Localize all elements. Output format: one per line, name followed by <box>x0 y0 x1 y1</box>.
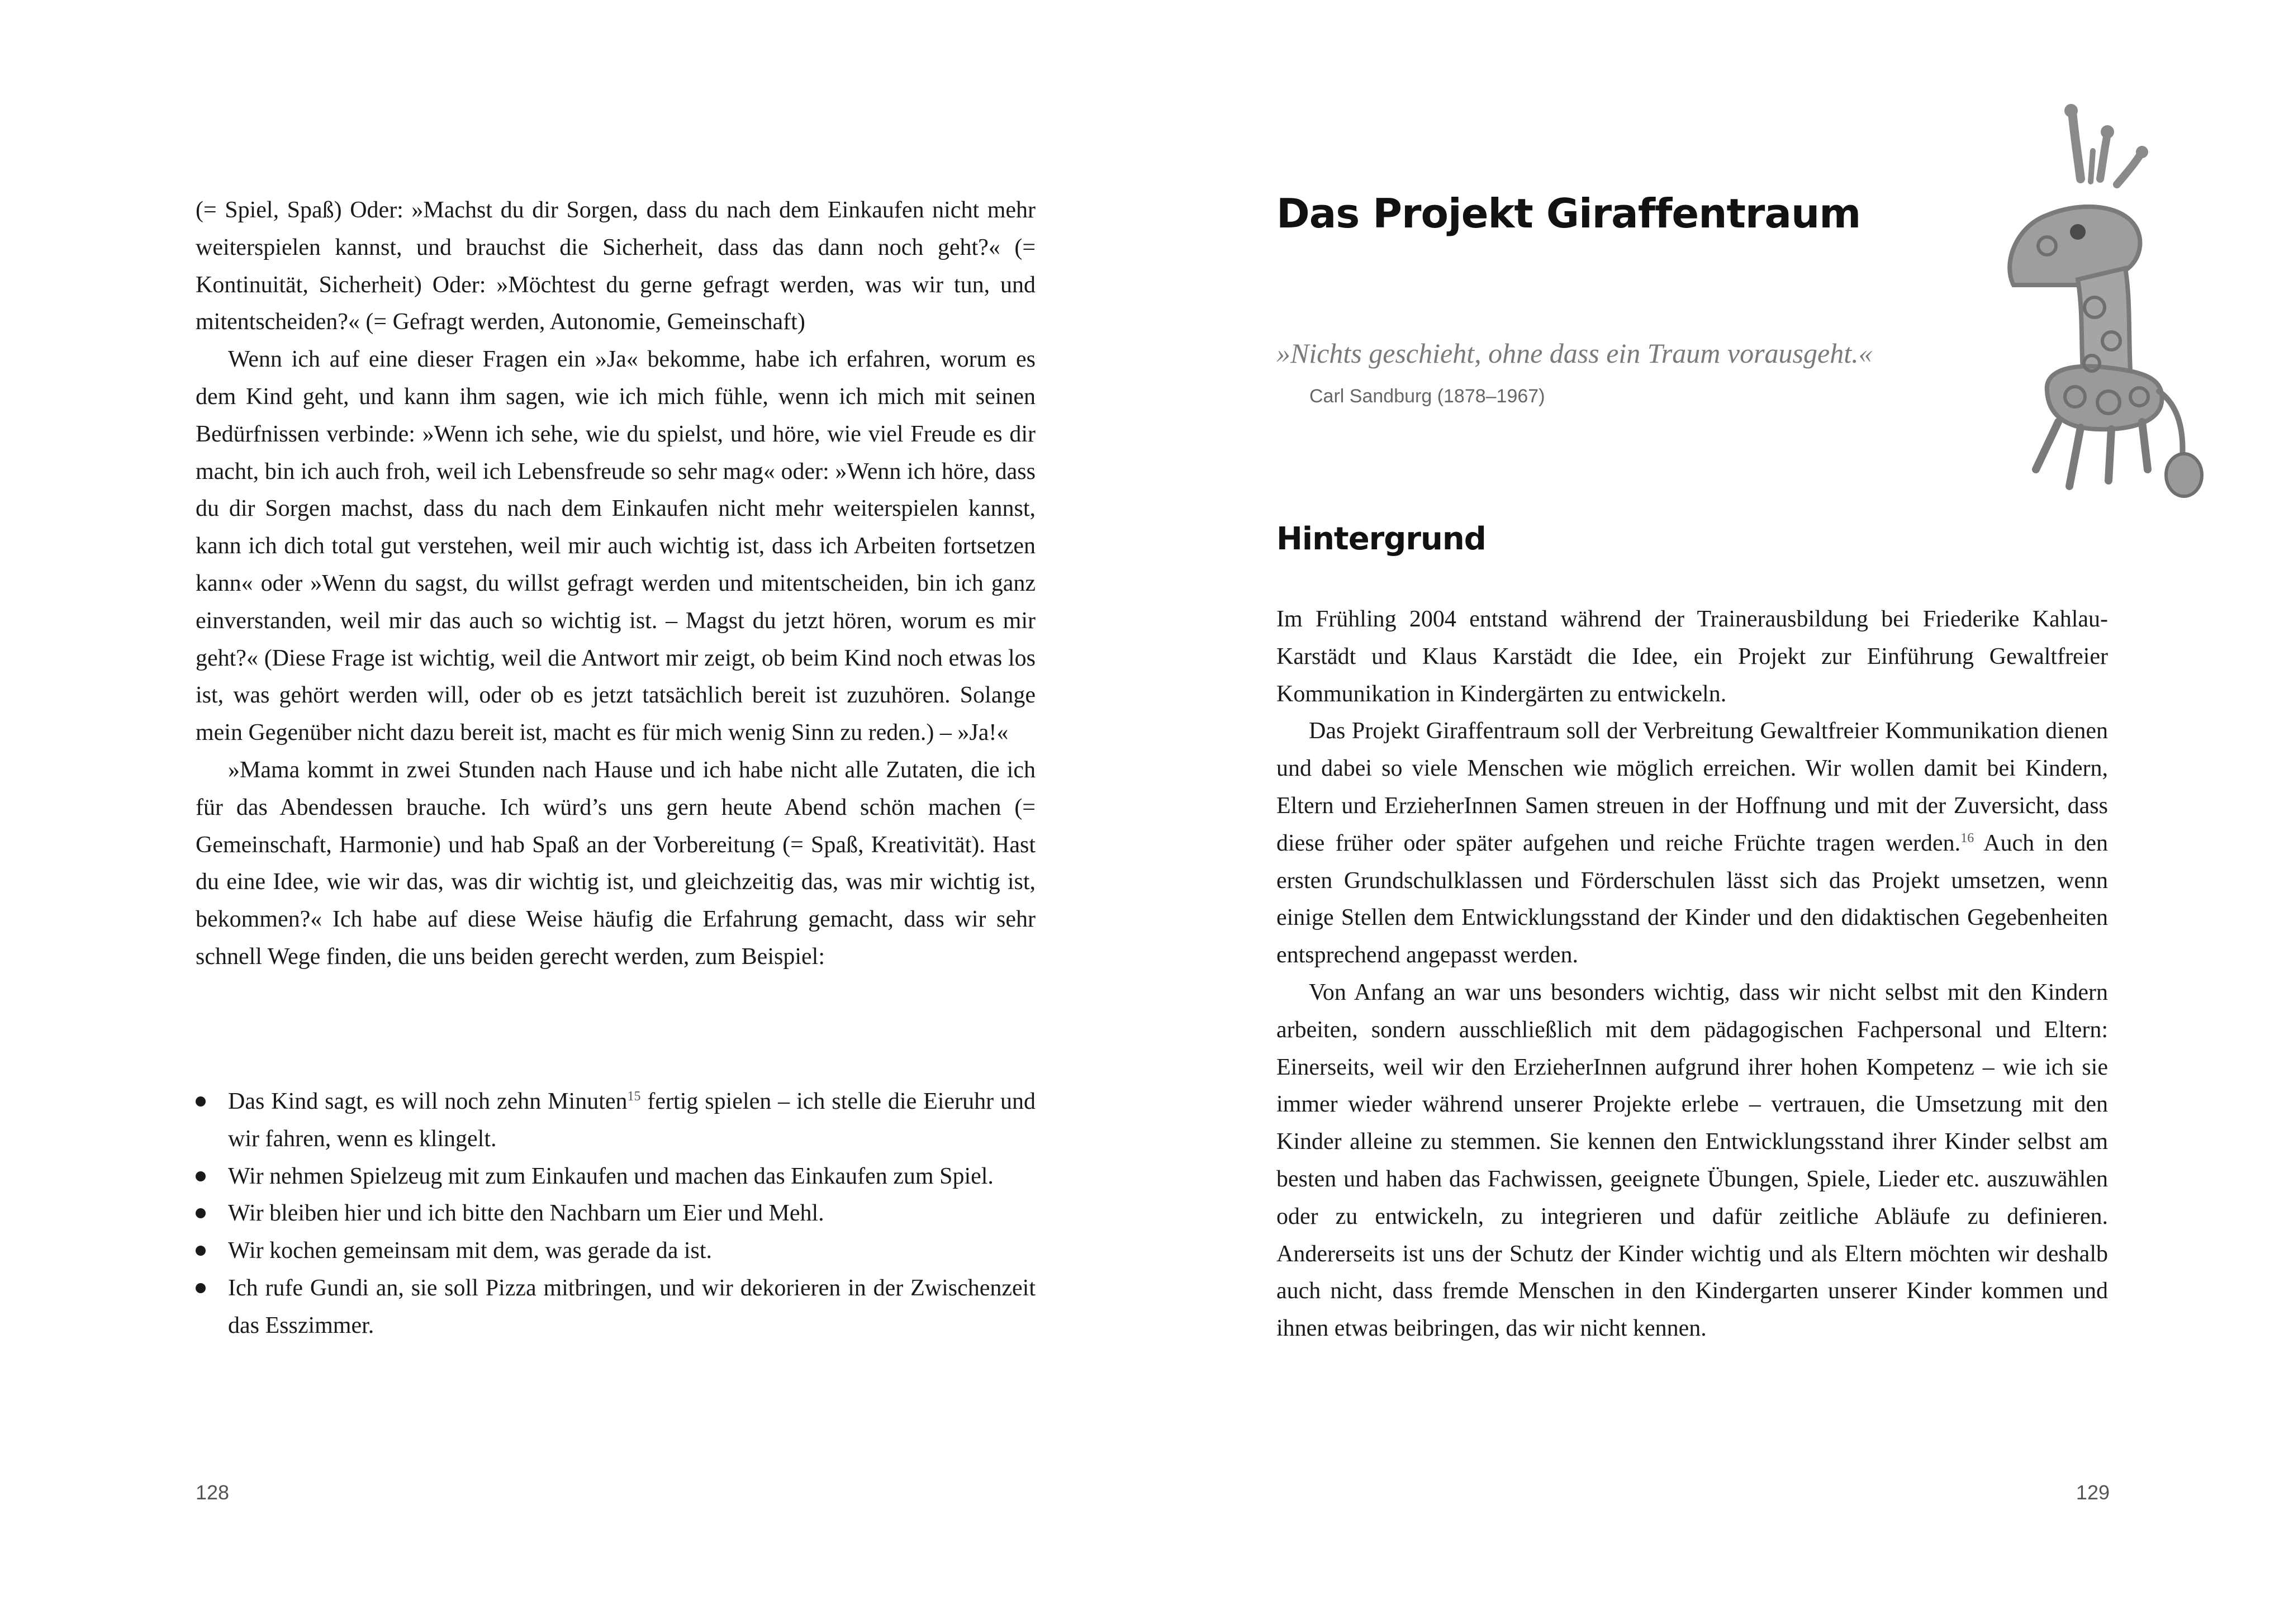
footnote-marker: 15 <box>627 1089 641 1104</box>
paragraph-text: Das Projekt Giraffentraum soll der Verbreitung Gewaltfreier Kommunikation dienen und dabei so viele Menschen wie möglich erreichen. Wir wollen damit bei Kindern, Eltern und ErzieherInnen Samen streuen in der Hoffnung und mit der Zuversicht, dass diese früher oder später aufgehen und reiche Früchte tragen werden. <box>1276 718 2108 856</box>
paragraph: Von Anfang an war uns besonders wichtig, dass wir nicht selbst mit den Kindern arbeiten, sondern ausschließlich mit dem pädagogischen Fachpersonal und Eltern: Einerseits, weil wir den ErzieherInnen aufgrund ihrer hohen Kompetenz – wie ich sie immer wieder während unserer Projekte erlebe – vertrauen, die Umsetzung mit den Kinder alleine zu stemmen. Sie kennen den Entwicklungsstand ihrer Kinder selbst am besten und haben das Fachwissen, geeignete Übungen, Spiele, Lieder etc. auszuwählen oder zu entwickeln, zu integrieren und dafür zeitliche Abläufe zu definieren. Andererseits ist uns der Schutz der Kinder wichtig und als Eltern möchten wir deshalb auch nicht, dass fremde Menschen in den Kindergarten unserer Kinder kommen und ihnen etwas beibringen, das wir nicht kennen. <box>1276 979 2108 1342</box>
right-page <box>1142 0 2284 1624</box>
footnote-marker: 16 <box>1960 830 1974 846</box>
bullet-icon <box>196 1208 206 1218</box>
list-item-text: Das Kind sagt, es will noch zehn Minuten <box>228 1089 628 1114</box>
list-item <box>196 1083 1036 1158</box>
bullet-icon <box>196 1246 206 1256</box>
section-heading: Hintergrund <box>1276 521 1486 557</box>
bullet-icon <box>196 1096 206 1107</box>
paragraph: (= Spiel, Spaß) Oder: »Machst du dir Sorgen, dass du nach dem Einkaufen nicht mehr weiterspielen kannst, und brauchst die Sicherheit, dass das dann noch geht?« (= Kontinuität, Sicherheit) Oder: »Möchtest du gerne gefragt werden, was wir tun, und mitentscheiden?« (= Gefragt werden, Autonomie, Gemeinschaft) <box>196 197 1036 335</box>
paragraph-text: Auch in den ersten Grundschulklassen und Förderschulen lässt sich das Projekt umsetzen, wenn einige Stellen dem Entwicklungsstand der Kinder und den didaktischen Gegebenheiten entsprechend angepasst werden. <box>1276 830 2109 968</box>
paragraph <box>1276 713 2108 974</box>
list-item-text: fertig spielen – ich stelle die Eieruhr und wir fahren, wenn es klingelt. <box>228 1089 1036 1152</box>
list-item <box>196 1158 1036 1195</box>
paragraph: Im Frühling 2004 entstand während der Trainerausbildung bei Friederike Kahlau-Karstädt und Klaus Karstädt die Idee, ein Projekt zur Einführung Gewaltfreier Kommunikation in Kindergärten zu entwickeln. <box>1276 606 2108 707</box>
paragraph: »Mama kommt in zwei Stunden nach Hause und ich habe nicht alle Zutaten, die ich für das Abendessen brauche. Ich würd’s uns gern heute Abend schön machen (= Gemeinschaft, Harmonie) und hab Spaß an der Vorbereitung (= Spaß, Kreativität). Hast du eine Idee, wie wir das, was dir wichtig ist, und gleichzeitig das, was mir wichtig ist, bekommen?« Ich habe auf diese Weise häufig die Erfahrung gemacht, dass wir sehr schnell Wege finden, die uns beiden gerecht werden, zum Beispiel: <box>196 757 1036 970</box>
left-body-text <box>196 192 1036 976</box>
paragraph: Wenn ich auf eine dieser Fragen ein »Ja« bekomme, habe ich erfahren, worum es dem Kind geht, und kann ihm sagen, wie ich mich fühle, wenn ich mich mit seinen Bedürfnissen verbinde: »Wenn ich sehe, wie du spielst, und höre, wie viel Freude es dir macht, bin ich auch froh, weil ich Lebensfreude so sehr mag« oder: »Wenn ich höre, dass du dir Sorgen machst, dass du nach dem Einkaufen nicht mehr weiterspielen kannst, kann ich dich total gut verstehen, weil mir auch wichtig ist, dass ich Arbeiten fortsetzen kann« oder »Wenn du sagst, du willst gefragt werden und mitentscheiden, bin ich ganz einverstanden, weil mir das auch so wichtig ist. – Magst du jetzt hören, worum es mir geht?« (Diese Frage ist wichtig, weil die Antwort mir zeigt, ob beim Kind noch etwas los ist, was gehört werden will, oder ob es jetzt tatsächlich bereit ist zuzuhören. Solange mein Gegenüber nicht dazu bereit ist, macht es für mich wenig Sinn zu reden.) – »Ja!« <box>196 346 1036 746</box>
list-item-text: Wir nehmen Spielzeug mit zum Einkaufen und machen das Einkaufen zum Spiel. <box>228 1163 994 1189</box>
bullet-icon <box>196 1283 206 1293</box>
epigraph-author: Carl Sandburg (1878–1967) <box>1309 386 1545 407</box>
list-item-text: Wir kochen gemeinsam mit dem, was gerade da ist. <box>228 1238 713 1264</box>
right-body-text <box>1276 601 2108 1347</box>
bullet-list <box>196 1083 1036 1345</box>
list-item <box>196 1270 1036 1345</box>
list-item <box>196 1195 1036 1232</box>
epigraph-quote: »Nichts geschieht, ohne dass ein Traum vorausgeht.« <box>1276 338 1873 369</box>
chapter-title: Das Projekt Giraffentraum <box>1276 190 1861 237</box>
giraffe-drawing-icon <box>1963 101 2209 503</box>
bullet-icon <box>196 1171 206 1181</box>
list-item <box>196 1232 1036 1270</box>
page-number-right: 129 <box>2076 1481 2110 1504</box>
list-item-text: Wir bleiben hier und ich bitte den Nachbarn um Eier und Mehl. <box>228 1200 824 1227</box>
page-number-left: 128 <box>196 1481 230 1504</box>
list-item-text: Ich rufe Gundi an, sie soll Pizza mitbringen, und wir dekorieren in der Zwischenzeit das Esszimmer. <box>228 1275 1036 1338</box>
